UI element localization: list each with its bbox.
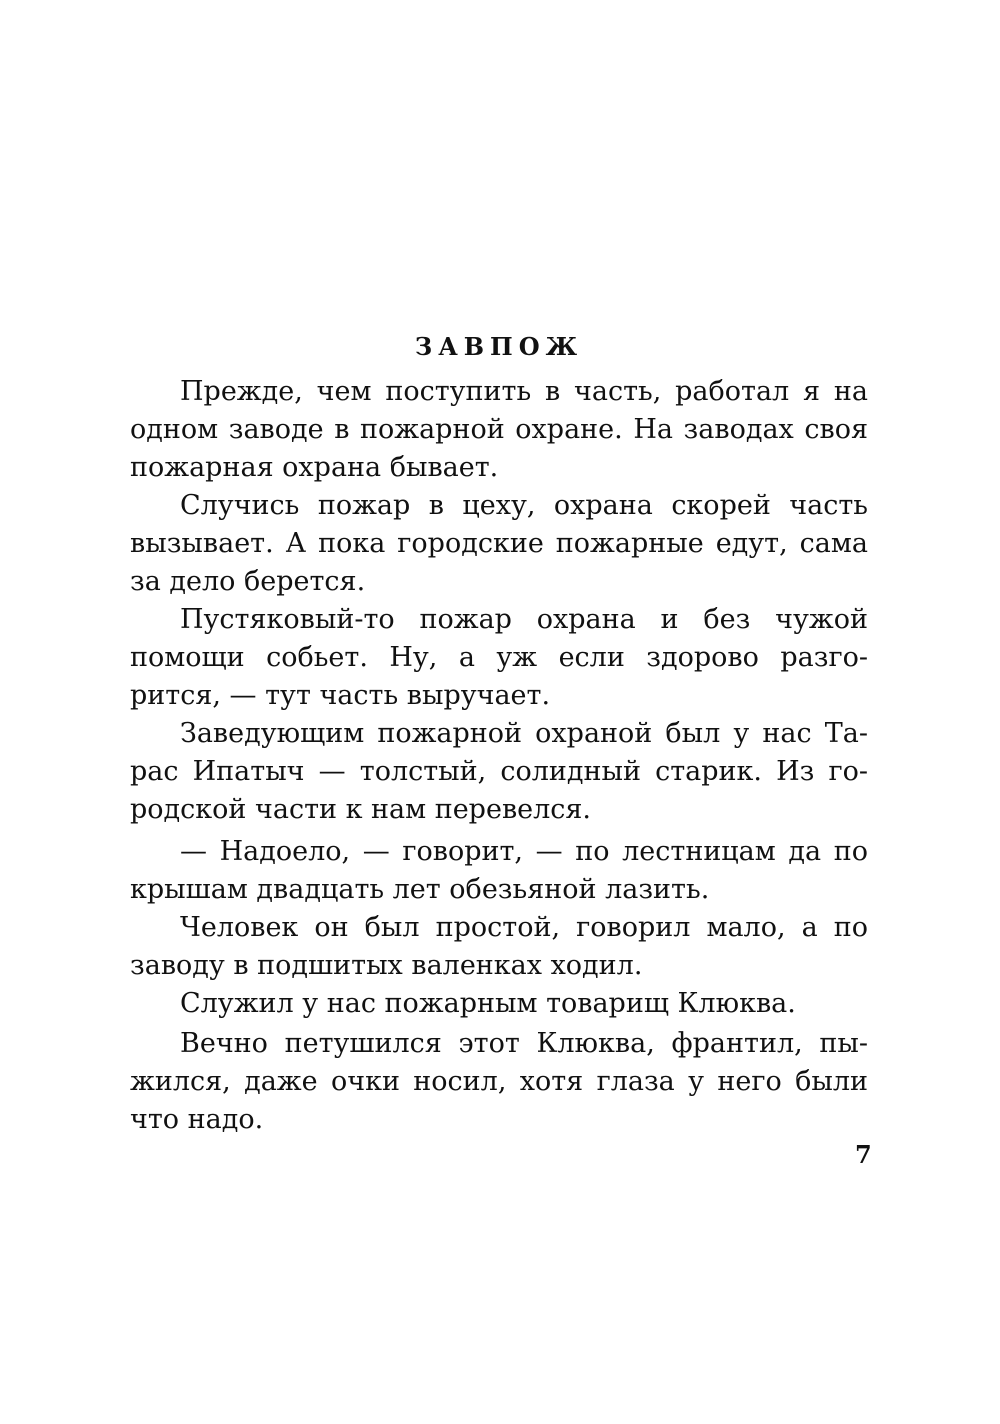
text-line: Человек он был простой, говорил мало, а по [180, 912, 868, 943]
text-line: Заведующим пожарной охраной был у нас Та- [180, 718, 868, 749]
text-line: жился, даже очки носил, хотя глаза у него были [130, 1066, 868, 1097]
text-line: Служил у нас пожарным товарищ Клюква. [180, 988, 796, 1019]
text-line: пожарная охрана бывает. [130, 452, 499, 483]
text-line: — Надоело, — говорит, — по лестницам да по [180, 836, 868, 867]
text-line: Случись пожар в цеху, охрана скорей часть [180, 490, 868, 521]
text-line: что надо. [130, 1104, 264, 1135]
text-line: заводу в подшитых валенках ходил. [130, 950, 643, 981]
chapter-title: ЗАВПОЖ [414, 332, 584, 361]
text-line: за дело берется. [130, 566, 366, 597]
text-line: рится, — тут часть выручает. [130, 680, 551, 711]
text-line: родской части к нам перевелся. [130, 794, 592, 825]
text-line: Пустяковый-то пожар охрана и без чужой [180, 604, 868, 635]
text-line: одном заводе в пожарной охране. На заводах своя [130, 414, 868, 445]
page-number: 7 [855, 1140, 872, 1169]
text-line: Вечно петушился этот Клюква, франтил, пы- [180, 1028, 868, 1059]
text-line: Прежде, чем поступить в часть, работал я на [180, 376, 868, 407]
text-line: помощи собьет. Ну, а уж если здорово разго- [130, 642, 868, 673]
text-line: крышам двадцать лет обезьяной лазить. [130, 874, 710, 905]
text-line: рас Ипатыч — толстый, солидный старик. Из го- [130, 756, 868, 787]
text-line: вызывает. А пока городские пожарные едут, сама [130, 528, 868, 559]
